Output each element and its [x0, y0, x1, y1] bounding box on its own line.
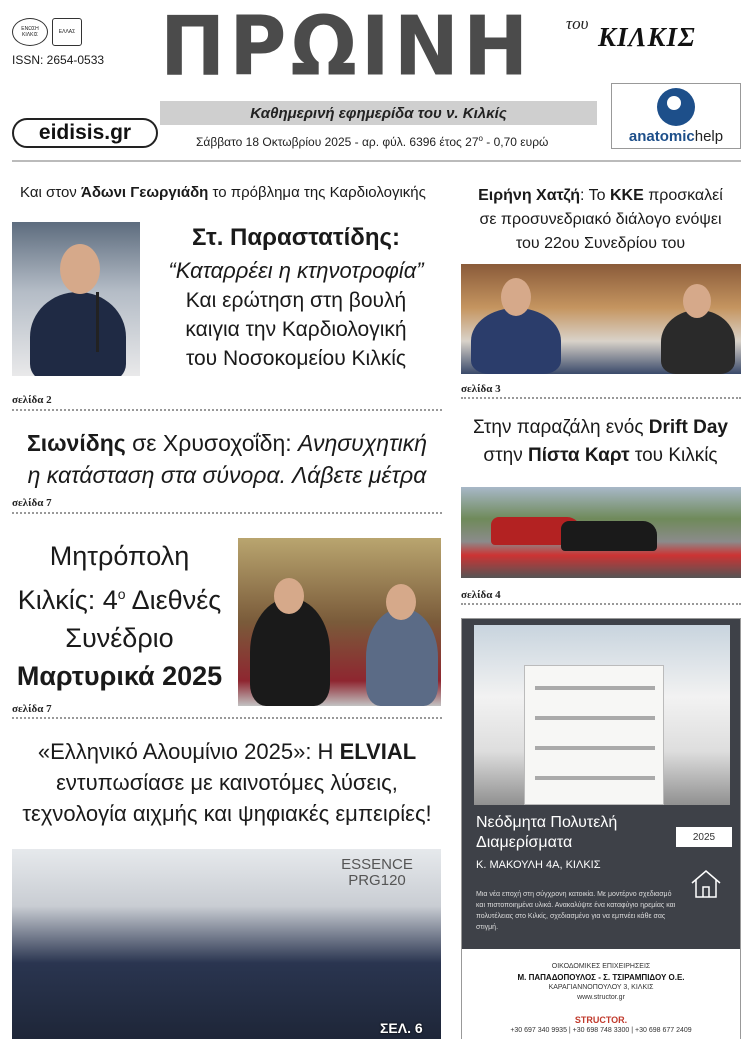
ad-website[interactable]: www.structor.gr [577, 994, 625, 1001]
story1-body-line1: Και ερώτηση στη βουλή [185, 289, 407, 312]
story4-page-label: ΣΕΛ. 6 [380, 1020, 423, 1036]
ad-title-line1: Νεόδμητα Πολυτελή [476, 814, 618, 831]
ad-company-line1: ΟΙΚΟΔΟΜΙΚΕΣ ΕΠΙΧΕΙΡΗΣΕΙΣ [551, 963, 651, 970]
photo-sign-text: ESSENCE PRG120 [341, 856, 413, 889]
right-story2-divider [461, 603, 741, 605]
photo-person-left [471, 308, 561, 374]
story1-kicker [20, 184, 426, 201]
dateline-main: Σάββατο 18 Οκτωβρίου 2025 - αρ. φύλ. 6396 έτος 27 [196, 135, 479, 149]
anatomichelp-text-b: help [694, 128, 724, 145]
photo-head-right [683, 284, 711, 318]
right-story2-line1a: Στην παραζάλη ενός [473, 417, 649, 438]
ad-company-line2: Μ. ΠΑΠΑΔΟΠΟΥΛΟΣ - Σ. ΤΣΙΡΑΜΠΙΔΟΥ Ο.Ε. [517, 973, 685, 982]
newspaper-title: ΠΡΩΙΝΗ [160, 0, 533, 95]
anatomichelp-ad[interactable] [611, 83, 741, 149]
story4-line3: τεχνολογία αιχμής και ψηφιακές εμπειρίες! [22, 801, 432, 826]
story2-headline[interactable] [12, 427, 442, 491]
masthead-divider [12, 160, 741, 162]
dateline [196, 134, 548, 149]
right-story2-page-label: σελίδα 4 [461, 589, 501, 601]
story2-divider [12, 512, 442, 514]
story3-divider [12, 717, 442, 719]
newspaper-title-tou: του [566, 14, 589, 33]
story1-headline-name[interactable]: Στ. Παραστατίδης: [191, 224, 400, 251]
story1-page-label: σελίδα 2 [12, 394, 52, 406]
ad-address: Κ. ΜΑΚΟΥΛΗ 4Α, ΚΙΛΚΙΣ [476, 859, 601, 871]
right-story1-photo[interactable] [461, 264, 741, 374]
newspaper-title-kilkis: ΚΙΛΚΙΣ [598, 22, 696, 52]
right-story1-headline[interactable] [460, 184, 741, 256]
photo-head [60, 244, 100, 294]
right-story2-line2c: του Κιλκίς [629, 445, 718, 466]
right-story1-bold: Ειρήνη Χατζή [478, 187, 580, 204]
microphone-icon [96, 292, 99, 352]
story2-italic2: η κατάσταση στα σύνορα. Λάβετε μέτρα [27, 462, 427, 488]
story4-line1a: «Ελληνικό Αλουμίνιο 2025»: Η [37, 739, 340, 764]
right-story2-line2b: Πίστα Καρτ [527, 445, 630, 466]
right-story1-line1b: προσκαλεί [643, 187, 723, 204]
story1-kicker-bold: Άδωνι Γεωργιάδη [80, 184, 209, 201]
right-story2-photo[interactable] [461, 487, 741, 578]
story3-photo[interactable] [238, 538, 441, 706]
ad-title [476, 813, 656, 853]
right-story1-line3: του 22ου Συνεδρίου του [515, 235, 686, 252]
story3-line2sup: ο [117, 586, 126, 602]
story2-mid: σε Χρυσοχοΐδη: [125, 430, 299, 456]
ad-description: Μια νέα εποχή στη σύγχρονη κατοικία. Με μοντέρνο σχεδιασμό και πιστοποιημένα υλικά. Ανακαλύψτε ένα καταφύγιο ηρεμίας και πολυτέλειας στο Κιλκίς, σχεδιασμένο για να εμπνέει κάθε σας στιγμή. [476, 891, 676, 931]
story1-kicker-post: το πρόβλημα της Καρδιολογικής [208, 184, 426, 201]
photo-car-black [561, 521, 657, 551]
house-icon [688, 865, 724, 901]
right-story2-line1b: Drift Day [648, 417, 728, 438]
dateline-sup: ο [478, 134, 483, 143]
postal-seal-right [52, 18, 82, 46]
photo-person-bishop [250, 598, 330, 706]
ad-company-line3: ΚΑΡΑΓΙΑΝΝΟΠΟΥΛΟΥ 3, ΚΙΛΚΙΣ [548, 984, 654, 991]
story4-headline[interactable] [12, 736, 442, 829]
story1-divider [12, 409, 442, 411]
seal-right-text: ΕΛΛΑΣ [58, 29, 76, 35]
story1-body-line2: καιγια την Καρδιολογική [185, 318, 407, 341]
seal-left-text: ΕΝΩΣΗ ΚΙΛΚΙΣ [21, 26, 39, 38]
story4-line2: εντυπωσίασε με καινοτόμες λύσεις, [56, 770, 398, 795]
photo-head-left [501, 278, 531, 316]
story4-group-photo[interactable] [12, 849, 441, 1039]
ad-company-block [462, 949, 740, 1039]
story3-page-label: σελίδα 7 [12, 703, 52, 715]
story1-photo[interactable] [12, 222, 140, 376]
right-story1-kke: ΚΚΕ [609, 187, 644, 204]
story1-headline-quote[interactable]: “Καταρρέει η κτηνοτροφία” [168, 258, 424, 283]
photo-head-speaker [386, 584, 416, 620]
story4-line1b: ELVIAL [339, 739, 417, 764]
right-story1-page-label: σελίδα 3 [461, 383, 501, 395]
ad-title-line2: Διαμερίσματα [476, 834, 573, 851]
ad-phones: +30 697 340 9935 | +30 698 748 3300 | +30 698 677 2409 [510, 1027, 692, 1034]
issn-number: ISSN: 2654-0533 [12, 53, 105, 67]
ad-building-image [474, 625, 730, 805]
story3-headline[interactable] [12, 537, 227, 695]
right-story1-line2: σε προσυνεδριακό διάλογο ενόψει [479, 211, 722, 228]
right-story2-line2a: στην [483, 445, 528, 466]
story2-bold: Σιωνίδης [26, 430, 126, 456]
right-story1-line1: : Το [580, 187, 610, 204]
website-link[interactable]: eidisis.gr [12, 118, 158, 148]
story2-italic1: Ανησυχητική [298, 430, 428, 456]
story3-line1: Μητρόπολη [49, 541, 190, 571]
postal-seals [12, 18, 82, 46]
photo-person [30, 292, 126, 376]
dateline-price: - 0,70 ευρώ [482, 135, 549, 149]
story3-line4: Μαρτυρικά 2025 [16, 661, 223, 691]
newspaper-subtitle: Καθημερινή εφημερίδα του ν. Κιλκίς [160, 101, 597, 125]
anatomichelp-text [629, 128, 723, 145]
anatomichelp-logo-icon [657, 88, 695, 126]
story1-kicker-pre: Και στον [20, 184, 81, 201]
ad-brand-logo: STRUCTOR. [574, 1015, 628, 1025]
photo-person-speaker [366, 608, 438, 706]
story3-line3: Συνέδριο [65, 623, 174, 653]
right-story1-divider [461, 397, 741, 399]
story3-line2a: Κιλκίς: 4 [17, 585, 118, 615]
photo-head-bishop [274, 578, 304, 614]
photo-person-right [661, 310, 735, 374]
story1-headline-body[interactable] [160, 286, 432, 373]
ad-building-shape [524, 665, 664, 805]
story1-body-line3: του Νοσοκομείου Κιλκίς [186, 347, 406, 370]
right-story2-headline[interactable] [460, 414, 741, 470]
ad-year-badge: 2025 [676, 827, 732, 847]
story3-line2b: Διεθνές [125, 585, 222, 615]
anatomichelp-text-a: anatomic [628, 128, 695, 145]
story2-page-label: σελίδα 7 [12, 497, 52, 509]
postal-seal-left [12, 18, 48, 46]
structor-ad[interactable] [461, 618, 741, 1039]
